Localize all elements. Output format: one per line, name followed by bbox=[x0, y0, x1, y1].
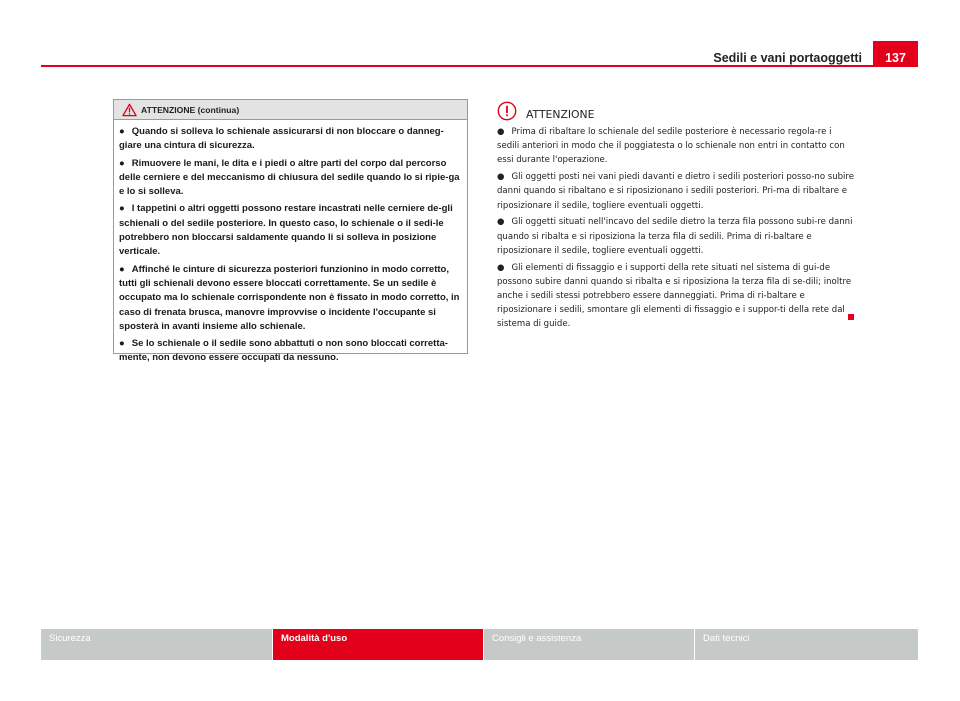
list-item-text: Gli oggetti posti nei vani piedi davanti e dietro i sedili posteriori posso-no subire danni quando si ribaltano e si riposizionano i sedili posteriori. Pri-ma di ribaltare e riposizionare il sedile, togliere eventuali oggetti. bbox=[497, 172, 855, 211]
list-item-text: Gli elementi di fissaggio e i supporti della rete situati nel sistema di gui-de possono subire danni quando si ribalta e si riposiziona la terza fila di se-dili; inoltre anche i sedili stessi potrebbero essere danneggiati. Prima di ri-baltare e riposizionare i sedili, smontare gli elementi di fissaggio e i suppor-ti della rete dal sistema di guide. bbox=[497, 262, 852, 330]
section-title: Sedili e vani portaoggetti bbox=[713, 51, 862, 65]
bullet: ● bbox=[119, 203, 125, 215]
bullet: ● bbox=[497, 127, 505, 137]
header-divider bbox=[41, 65, 918, 67]
attention-title: ATTENZIONE bbox=[526, 108, 595, 121]
list-item bbox=[119, 337, 463, 366]
attention-list bbox=[497, 125, 855, 332]
list-item-text: I tappetini o altri oggetti possono restare incastrati nelle cerniere de-gli schienali o del sedile posteriore. In questo caso, lo schienale o il sedi-le potrebbero non bloccarsi saldamente quando li si solleva in posizione verticale. bbox=[119, 203, 453, 258]
list-item bbox=[119, 125, 463, 154]
warning-box-title: ATTENZIONE (continua) bbox=[141, 104, 240, 115]
list-item bbox=[119, 157, 463, 200]
tab-consigli-e-assistenza[interactable]: Consigli e assistenza bbox=[484, 629, 694, 660]
section-end-marker bbox=[848, 314, 854, 320]
list-item bbox=[497, 125, 855, 168]
list-item bbox=[497, 215, 855, 258]
attention-header bbox=[497, 99, 855, 123]
list-item-text: Gli oggetti situati nell'incavo del sedile dietro la terza fila possono subi-re danni quando si ribalta e si riposiziona la terza fila di sedili. Prima di ri-baltare e riposizionare il sedile, togliere eventuali oggetti. bbox=[497, 217, 853, 256]
warning-list bbox=[114, 120, 467, 366]
warning-box bbox=[113, 99, 468, 364]
exclamation-circle-icon bbox=[497, 101, 517, 121]
list-item-text: Rimuovere le mani, le dita e i piedi o altre parti del corpo dal percorso delle cerniere e del meccanismo di chiusura del sedile quando lo si ripie-ga e lo si solleva. bbox=[119, 157, 460, 198]
list-item-text: Quando si solleva lo schienale assicurarsi di non bloccare o danneg-giare una cintura di sicurezza. bbox=[119, 126, 444, 152]
tab-sicurezza[interactable]: Sicurezza bbox=[41, 629, 272, 660]
list-item bbox=[119, 202, 463, 259]
bullet: ● bbox=[119, 126, 125, 137]
page-number: 137 bbox=[873, 41, 918, 66]
list-item bbox=[119, 263, 463, 334]
list-item bbox=[497, 261, 855, 332]
warning-box-header bbox=[114, 100, 467, 120]
bullet: ● bbox=[119, 338, 125, 350]
list-item-text: Prima di ribaltare lo schienale del sedile posteriore è necessario regola-re i sedili anteriori in modo che il poggiatesta o lo schienale non entri in contatto con essi durante l'operazione. bbox=[497, 127, 845, 166]
bullet: ● bbox=[119, 157, 125, 169]
bullet: ● bbox=[497, 217, 505, 228]
list-item-text: Se lo schienale o il sedile sono abbattuti o non sono bloccati corretta-mente, non devono essere occupati da nessuno. bbox=[119, 338, 448, 364]
list-item bbox=[497, 170, 855, 213]
attention-section bbox=[497, 99, 855, 334]
tab-modalita-duso[interactable]: Modalità d'uso bbox=[273, 629, 483, 660]
bullet: ● bbox=[497, 262, 505, 273]
list-item-text: Affinché le cinture di sicurezza posteriori funzionino in modo corretto, tutti gli schienali devono essere bloccati correttamente. Se un sedile è occupato ma lo schienale corrispondente non è fissato in modo corretto, in caso di frenata brusca, manovre improvvise o incidente l'occupante si sposterà in avanti insieme allo schienale. bbox=[119, 263, 460, 332]
bullet: ● bbox=[497, 172, 505, 183]
bullet: ● bbox=[119, 263, 125, 275]
tab-dati-tecnici[interactable]: Dati tecnici bbox=[695, 629, 918, 660]
warning-triangle-icon bbox=[122, 103, 137, 117]
